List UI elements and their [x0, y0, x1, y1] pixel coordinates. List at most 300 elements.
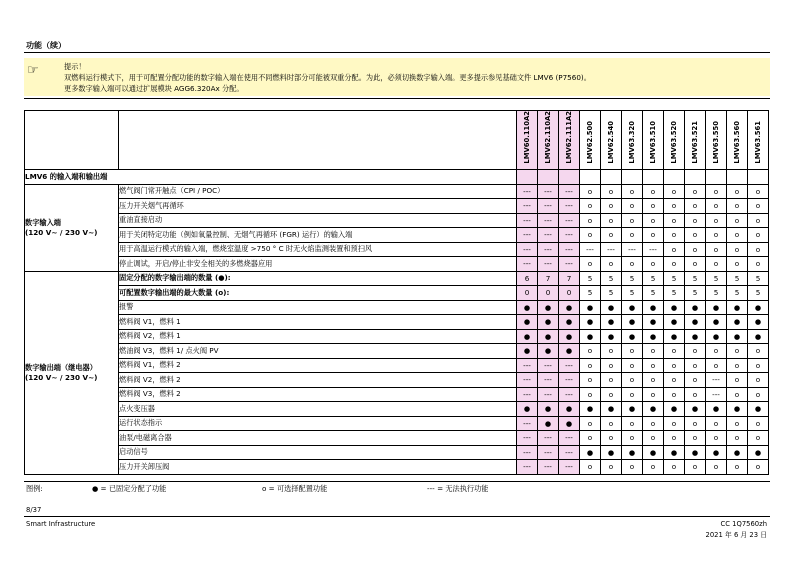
value-cell: --- — [517, 445, 538, 460]
hint-title: 提示！ — [64, 62, 86, 71]
legend-none: --- = 无法执行功能 — [427, 484, 489, 493]
value-cell: o — [580, 257, 601, 272]
section-empty-cell — [706, 169, 727, 184]
count-cell: 0 — [517, 286, 538, 301]
model-name: LMV63.560 — [733, 120, 741, 164]
value-cell: o — [601, 199, 622, 214]
section-title: LMV6 的输入端和输出端 — [25, 169, 517, 184]
legend-fixed: ● = 已固定分配了功能 — [92, 484, 167, 493]
value-cell: ● — [559, 402, 580, 417]
model-header-cell — [748, 111, 769, 170]
header-blank-cell — [25, 111, 119, 170]
function-label: 燃料阀 V1，燃料 2 — [119, 358, 517, 373]
value-cell: --- — [517, 228, 538, 243]
function-matrix-table — [24, 110, 769, 475]
function-label: 重油直接启动 — [119, 213, 517, 228]
value-cell: o — [748, 373, 769, 388]
value-cell: ● — [748, 402, 769, 417]
model-name: LMV62.540 — [607, 120, 615, 164]
value-cell: --- — [559, 358, 580, 373]
value-cell: o — [685, 373, 706, 388]
value-cell: o — [601, 344, 622, 359]
value-cell: o — [727, 387, 748, 402]
value-cell: --- — [559, 373, 580, 388]
value-cell: o — [664, 344, 685, 359]
model-header-cell — [706, 111, 727, 170]
value-cell: o — [643, 373, 664, 388]
section-empty-cell — [559, 169, 580, 184]
model-header-cell — [580, 111, 601, 170]
section-empty-cell — [643, 169, 664, 184]
value-cell: o — [685, 460, 706, 475]
function-label: 报警 — [119, 300, 517, 315]
count-label: 固定分配的数字输出端的数量 (●): — [119, 271, 517, 286]
value-cell: ● — [538, 300, 559, 315]
value-cell: ● — [559, 315, 580, 330]
value-cell: o — [664, 387, 685, 402]
section-empty-cell — [685, 169, 706, 184]
table-row — [25, 184, 769, 199]
value-cell: o — [685, 242, 706, 257]
value-cell: o — [601, 358, 622, 373]
table-row — [25, 199, 769, 214]
model-header-cell — [538, 111, 559, 170]
value-cell: --- — [538, 387, 559, 402]
value-cell: ● — [748, 329, 769, 344]
value-cell: o — [748, 431, 769, 446]
value-cell: o — [580, 460, 601, 475]
model-header-cell — [664, 111, 685, 170]
value-cell: --- — [517, 358, 538, 373]
value-cell: o — [727, 358, 748, 373]
value-cell: o — [601, 460, 622, 475]
value-cell: ● — [601, 445, 622, 460]
model-name: LMV62.500 — [586, 120, 594, 164]
value-cell: --- — [559, 431, 580, 446]
value-cell: ● — [622, 300, 643, 315]
count-cell: 6 — [517, 271, 538, 286]
output-group-label — [25, 271, 119, 474]
value-cell: o — [664, 373, 685, 388]
value-cell: o — [727, 213, 748, 228]
count-cell: 5 — [685, 271, 706, 286]
model-header-cell — [622, 111, 643, 170]
value-cell: ● — [559, 300, 580, 315]
function-label: 压力开关卸压阀 — [119, 460, 517, 475]
value-cell: --- — [538, 257, 559, 272]
value-cell: --- — [643, 242, 664, 257]
value-cell: o — [727, 373, 748, 388]
value-cell: o — [727, 416, 748, 431]
value-cell: o — [748, 242, 769, 257]
value-cell: o — [622, 257, 643, 272]
value-cell: o — [706, 460, 727, 475]
value-cell: o — [706, 228, 727, 243]
value-cell: o — [727, 460, 748, 475]
count-cell: 0 — [538, 286, 559, 301]
section-empty-cell — [538, 169, 559, 184]
value-cell: ● — [643, 329, 664, 344]
table-row — [25, 387, 769, 402]
model-header-cell — [643, 111, 664, 170]
value-cell: ● — [685, 445, 706, 460]
hint-text-1: 双燃料运行模式下，用于可配置分配功能的数字输入端在使用不同燃料时部分可能被双重分配。为此，必须切换数字输入端。更多提示参见基础文件 LMV6 (P7560)。 — [64, 73, 591, 82]
count-cell: 5 — [601, 286, 622, 301]
value-cell: o — [622, 344, 643, 359]
value-cell: ● — [601, 402, 622, 417]
table-row — [25, 300, 769, 315]
function-label: 启动信号 — [119, 445, 517, 460]
value-cell: ● — [622, 315, 643, 330]
value-cell: ● — [538, 329, 559, 344]
value-cell: ● — [601, 300, 622, 315]
table-row — [25, 228, 769, 243]
value-cell: ● — [664, 445, 685, 460]
value-cell: o — [601, 416, 622, 431]
value-cell: ● — [517, 315, 538, 330]
model-name: LMV63.320 — [628, 120, 636, 164]
value-cell: o — [601, 228, 622, 243]
value-cell: ● — [601, 329, 622, 344]
count-cell: 5 — [664, 286, 685, 301]
value-cell: o — [622, 213, 643, 228]
value-cell: --- — [559, 213, 580, 228]
count-row — [25, 286, 769, 301]
section-row — [25, 169, 769, 184]
table-row — [25, 358, 769, 373]
value-cell: o — [706, 213, 727, 228]
value-cell: ● — [559, 329, 580, 344]
value-cell: o — [706, 199, 727, 214]
value-cell: --- — [559, 199, 580, 214]
value-cell: --- — [559, 257, 580, 272]
count-cell: 0 — [559, 286, 580, 301]
value-cell: --- — [538, 431, 559, 446]
table-row — [25, 315, 769, 330]
value-cell: o — [580, 344, 601, 359]
value-cell: --- — [538, 184, 559, 199]
value-cell: --- — [559, 387, 580, 402]
value-cell: o — [706, 416, 727, 431]
value-cell: ● — [643, 300, 664, 315]
value-cell: o — [685, 213, 706, 228]
value-cell: o — [664, 213, 685, 228]
value-cell: ● — [706, 329, 727, 344]
header-blank-cell — [119, 111, 517, 170]
value-cell: ● — [664, 402, 685, 417]
value-cell: ● — [538, 315, 559, 330]
value-cell: --- — [601, 242, 622, 257]
value-cell: o — [643, 184, 664, 199]
value-cell: --- — [538, 242, 559, 257]
value-cell: o — [685, 387, 706, 402]
count-cell: 5 — [643, 286, 664, 301]
value-cell: o — [748, 344, 769, 359]
model-name: LMV60.110A2 — [523, 111, 531, 164]
document-date: 2021 年 6 月 23 日 — [705, 531, 767, 539]
value-cell: --- — [538, 199, 559, 214]
function-label: 油泵/电磁离合器 — [119, 431, 517, 446]
value-cell: o — [643, 257, 664, 272]
value-cell: o — [580, 373, 601, 388]
function-label: 停止调试，开启/停止非安全相关的多燃烧器应用 — [119, 257, 517, 272]
value-cell: --- — [517, 431, 538, 446]
value-cell: o — [748, 213, 769, 228]
value-cell: o — [685, 184, 706, 199]
value-cell: o — [643, 387, 664, 402]
count-cell: 5 — [748, 271, 769, 286]
value-cell: ● — [643, 445, 664, 460]
value-cell: o — [643, 358, 664, 373]
value-cell: o — [748, 199, 769, 214]
table-row — [25, 242, 769, 257]
value-cell: ● — [748, 315, 769, 330]
value-cell: ● — [580, 329, 601, 344]
value-cell: --- — [538, 460, 559, 475]
value-cell: o — [685, 358, 706, 373]
value-cell: o — [706, 257, 727, 272]
value-cell: o — [664, 199, 685, 214]
value-cell: ● — [580, 315, 601, 330]
table-row — [25, 416, 769, 431]
input-group-title: 数字输入端 — [25, 217, 61, 227]
value-cell: ● — [559, 344, 580, 359]
table-bottom-rule — [24, 481, 770, 482]
count-row — [25, 271, 769, 286]
count-cell: 5 — [622, 286, 643, 301]
model-header-cell — [601, 111, 622, 170]
value-cell: ● — [538, 402, 559, 417]
value-cell: --- — [517, 257, 538, 272]
value-cell: ● — [580, 402, 601, 417]
value-cell: ● — [643, 402, 664, 417]
value-cell: o — [685, 228, 706, 243]
value-cell: ● — [706, 315, 727, 330]
value-cell: ● — [685, 329, 706, 344]
count-cell: 5 — [622, 271, 643, 286]
model-name: LMV62.110A2 — [544, 111, 552, 164]
value-cell: --- — [517, 387, 538, 402]
count-cell: 5 — [580, 286, 601, 301]
value-cell: ● — [643, 315, 664, 330]
value-cell: --- — [517, 460, 538, 475]
value-cell: o — [727, 257, 748, 272]
value-cell: o — [685, 257, 706, 272]
value-cell: o — [622, 387, 643, 402]
value-cell: ● — [664, 315, 685, 330]
count-cell: 7 — [538, 271, 559, 286]
value-cell: o — [622, 416, 643, 431]
count-cell: 5 — [706, 271, 727, 286]
value-cell: o — [727, 344, 748, 359]
document-id: CC 1Q7560zh — [720, 520, 767, 528]
company-name: Smart Infrastructure — [26, 520, 96, 528]
value-cell: o — [685, 199, 706, 214]
value-cell: o — [748, 257, 769, 272]
table-row — [25, 402, 769, 417]
value-cell: --- — [559, 228, 580, 243]
value-cell: o — [622, 358, 643, 373]
value-cell: o — [664, 431, 685, 446]
value-cell: --- — [517, 199, 538, 214]
value-cell: ● — [580, 300, 601, 315]
count-cell: 5 — [748, 286, 769, 301]
function-label: 点火变压器 — [119, 402, 517, 417]
section-empty-cell — [727, 169, 748, 184]
value-cell: o — [643, 416, 664, 431]
value-cell: o — [748, 387, 769, 402]
value-cell: --- — [517, 184, 538, 199]
value-cell: ● — [517, 402, 538, 417]
hint-text-2: 更多数字输入端可以通过扩展模块 AGG6.320Ax 分配。 — [64, 84, 244, 93]
function-label: 用于关闭特定功能（例如氧量控制、无烟气再循环 (FGR) 运行）的输入端 — [119, 228, 517, 243]
value-cell: o — [664, 358, 685, 373]
value-cell: ● — [706, 300, 727, 315]
value-cell: o — [580, 358, 601, 373]
value-cell: ● — [748, 445, 769, 460]
table-row — [25, 344, 769, 359]
value-cell: ● — [622, 402, 643, 417]
value-cell: o — [580, 213, 601, 228]
count-cell: 5 — [580, 271, 601, 286]
model-name: LMV63.521 — [691, 120, 699, 164]
value-cell: o — [622, 184, 643, 199]
value-cell: ● — [685, 402, 706, 417]
function-label: 燃料阀 V1，燃料 1 — [119, 315, 517, 330]
value-cell: --- — [559, 445, 580, 460]
section-empty-cell — [601, 169, 622, 184]
table-row — [25, 329, 769, 344]
value-cell: ● — [622, 445, 643, 460]
value-cell: ● — [622, 329, 643, 344]
table-row — [25, 431, 769, 446]
value-cell: o — [580, 431, 601, 446]
value-cell: o — [643, 213, 664, 228]
value-cell: --- — [706, 373, 727, 388]
model-header-cell — [517, 111, 538, 170]
value-cell: o — [748, 460, 769, 475]
section-empty-cell — [622, 169, 643, 184]
value-cell: --- — [622, 242, 643, 257]
value-cell: o — [601, 257, 622, 272]
value-cell: o — [748, 184, 769, 199]
function-label: 燃油阀 V3，燃料 1/ 点火阀 PV — [119, 344, 517, 359]
legend-title: 图例: — [26, 484, 43, 493]
value-cell: o — [580, 184, 601, 199]
value-cell: o — [622, 460, 643, 475]
output-group-voltage: (120 V~ / 230 V~) — [25, 372, 98, 382]
value-cell: o — [706, 184, 727, 199]
value-cell: o — [622, 228, 643, 243]
value-cell: o — [580, 416, 601, 431]
value-cell: o — [580, 387, 601, 402]
value-cell: o — [664, 184, 685, 199]
model-name: LMV63.561 — [754, 120, 762, 164]
value-cell: o — [748, 358, 769, 373]
value-cell: ● — [601, 315, 622, 330]
value-cell: ● — [706, 402, 727, 417]
page-title: 功能（续） — [26, 41, 66, 50]
count-cell: 5 — [601, 271, 622, 286]
value-cell: --- — [538, 228, 559, 243]
count-cell: 5 — [727, 286, 748, 301]
hint-rule — [24, 98, 770, 99]
value-cell: ● — [748, 300, 769, 315]
function-label: 燃料阀 V3，燃料 2 — [119, 387, 517, 402]
section-empty-cell — [664, 169, 685, 184]
model-header-cell — [685, 111, 706, 170]
value-cell: o — [643, 199, 664, 214]
table-row — [25, 213, 769, 228]
value-cell: o — [622, 431, 643, 446]
footer-rule — [24, 516, 770, 517]
value-cell: ● — [664, 329, 685, 344]
value-cell: o — [664, 257, 685, 272]
table-header-row — [25, 111, 769, 170]
function-label: 燃料阀 V2，燃料 1 — [119, 329, 517, 344]
value-cell: --- — [706, 387, 727, 402]
value-cell: ● — [685, 300, 706, 315]
value-cell: --- — [517, 416, 538, 431]
value-cell: o — [748, 228, 769, 243]
value-cell: o — [706, 431, 727, 446]
value-cell: --- — [559, 242, 580, 257]
value-cell: o — [727, 242, 748, 257]
value-cell: ● — [727, 315, 748, 330]
value-cell: o — [580, 199, 601, 214]
count-cell: 7 — [559, 271, 580, 286]
value-cell: o — [727, 431, 748, 446]
section-empty-cell — [517, 169, 538, 184]
value-cell: o — [727, 184, 748, 199]
function-label: 燃料阀 V2，燃料 2 — [119, 373, 517, 388]
value-cell: --- — [538, 445, 559, 460]
page-number: 8/37 — [26, 506, 42, 514]
value-cell: ● — [517, 300, 538, 315]
value-cell: o — [601, 431, 622, 446]
table-row — [25, 373, 769, 388]
count-cell: 5 — [664, 271, 685, 286]
function-label: 用于高温运行模式的输入端，燃烧室温度 >750 ° C 时无火焰监测装置和预扫风 — [119, 242, 517, 257]
model-name: LMV62.111A2 — [565, 111, 573, 164]
value-cell: o — [685, 344, 706, 359]
model-header-cell — [559, 111, 580, 170]
value-cell: o — [706, 344, 727, 359]
count-cell: 5 — [706, 286, 727, 301]
value-cell: o — [706, 358, 727, 373]
value-cell: o — [685, 416, 706, 431]
section-empty-cell — [580, 169, 601, 184]
value-cell: ● — [559, 416, 580, 431]
value-cell: o — [748, 416, 769, 431]
value-cell: o — [601, 373, 622, 388]
value-cell: ● — [685, 315, 706, 330]
value-cell: ● — [538, 416, 559, 431]
value-cell: --- — [580, 242, 601, 257]
value-cell: --- — [559, 184, 580, 199]
value-cell: --- — [517, 373, 538, 388]
value-cell: --- — [559, 460, 580, 475]
section-empty-cell — [748, 169, 769, 184]
value-cell: o — [706, 242, 727, 257]
model-header-cell — [727, 111, 748, 170]
value-cell: o — [601, 213, 622, 228]
value-cell: o — [685, 431, 706, 446]
model-name: LMV63.520 — [670, 120, 678, 164]
value-cell: o — [643, 431, 664, 446]
value-cell: ● — [664, 300, 685, 315]
count-cell: 5 — [685, 286, 706, 301]
